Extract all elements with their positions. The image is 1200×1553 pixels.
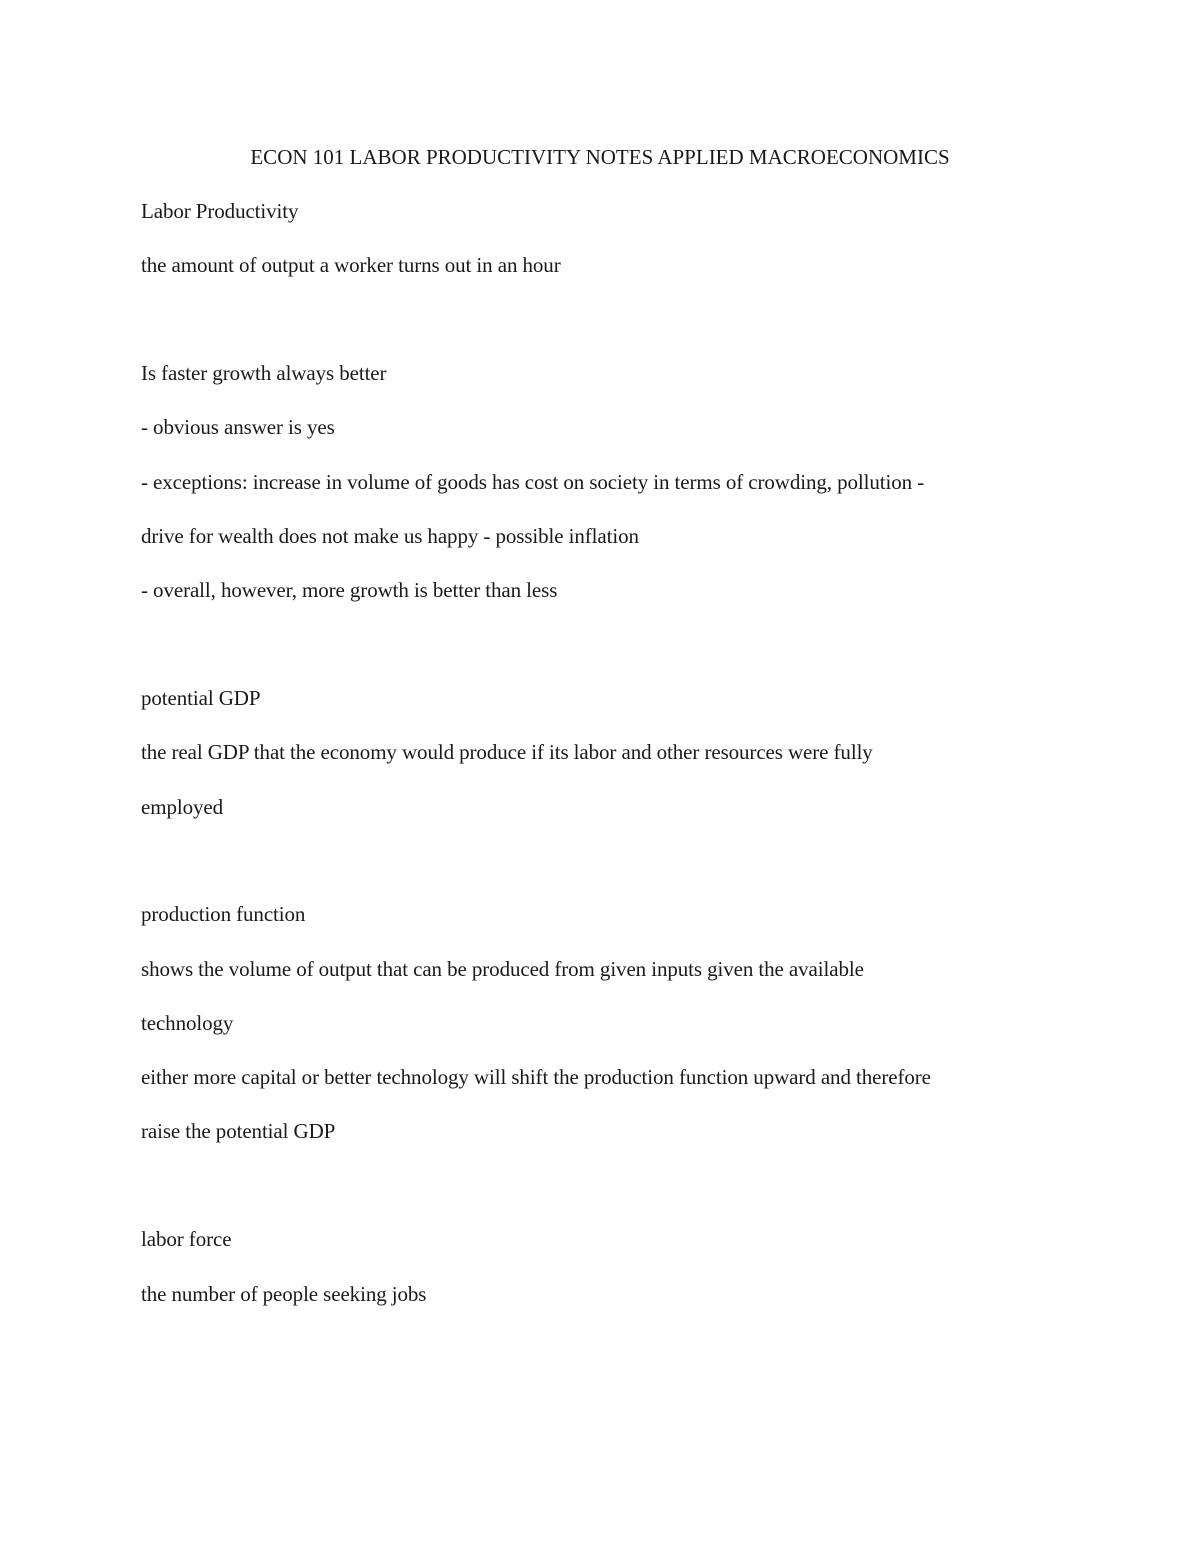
heading-labor-productivity: Labor Productivity — [141, 199, 299, 223]
heading-faster-growth: Is faster growth always better — [141, 361, 387, 385]
text-line: - overall, however, more growth is better than less — [141, 578, 558, 602]
text-line: the real GDP that the economy would produce if its labor and other resources were fully — [141, 740, 873, 764]
heading-production-function: production function — [141, 902, 306, 926]
text-line: shows the volume of output that can be produced from given inputs given the available — [141, 957, 864, 981]
document-title: ECON 101 LABOR PRODUCTIVITY NOTES APPLIED MACROECONOMICS — [250, 145, 950, 169]
heading-potential-gdp: potential GDP — [141, 686, 261, 710]
text-line: raise the potential GDP — [141, 1119, 336, 1143]
text-line: technology — [141, 1011, 234, 1035]
text-line: drive for wealth does not make us happy - possible inflation — [141, 524, 639, 548]
text-line: the number of people seeking jobs — [141, 1282, 427, 1306]
text-line: - exceptions: increase in volume of goods has cost on society in terms of crowding, pollution - — [141, 470, 925, 494]
text-line: - obvious answer is yes — [141, 415, 335, 439]
text-line: employed — [141, 795, 224, 819]
text-line: either more capital or better technology will shift the production function upward and therefore — [141, 1065, 931, 1089]
heading-labor-force: labor force — [141, 1227, 232, 1251]
text-line: the amount of output a worker turns out in an hour — [141, 253, 561, 277]
